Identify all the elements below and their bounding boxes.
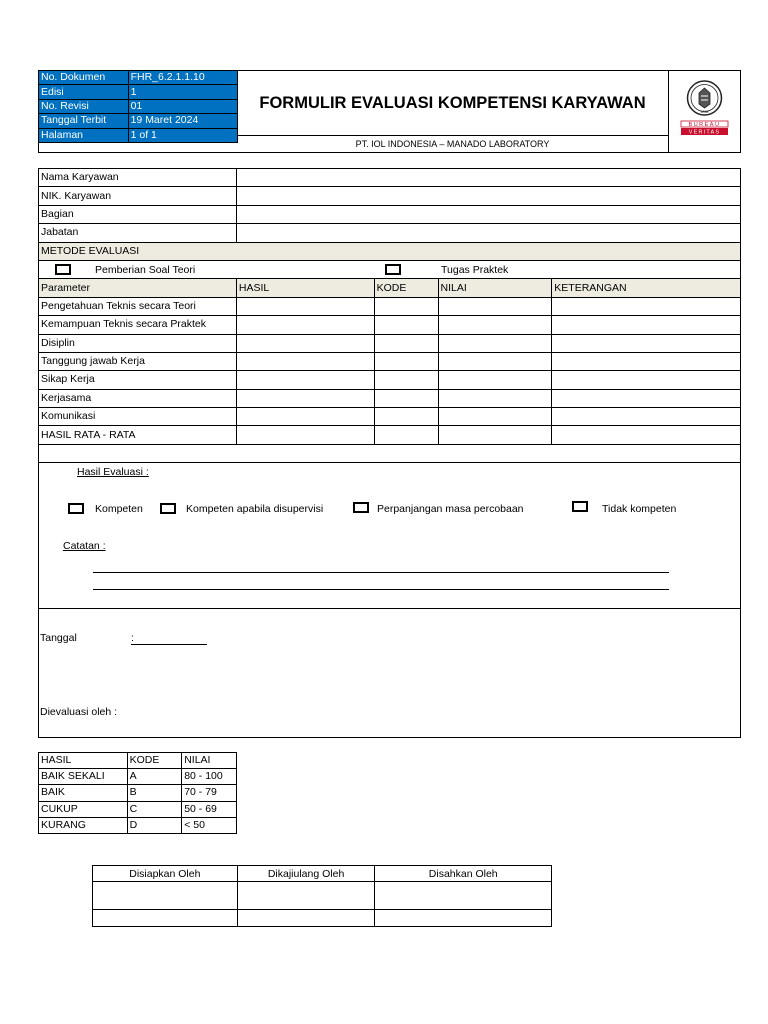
table-row: [39, 352, 741, 370]
kompeten-checkbox[interactable]: [68, 503, 84, 514]
hasil-evaluasi-section: [38, 462, 741, 609]
kode-cell[interactable]: [374, 352, 438, 370]
hasil-cell[interactable]: [236, 334, 374, 352]
parameter-name: Kemampuan Teknis secara Praktek: [39, 316, 237, 334]
dikajiulang-header: Dikajiulang Oleh: [237, 866, 375, 882]
document-meta-table: [38, 70, 238, 143]
hasil-cell[interactable]: [236, 297, 374, 315]
hasil-cell[interactable]: [236, 352, 374, 370]
hasil-cell[interactable]: [236, 426, 374, 444]
teori-label: Pemberian Soal Teori: [95, 263, 196, 276]
meta-value: FHR_6.2.1.1.10: [128, 71, 237, 85]
praktek-checkbox[interactable]: [385, 264, 401, 275]
tanggal-colon: :: [131, 632, 134, 644]
nik-karyawan-input[interactable]: [236, 187, 740, 205]
legend-row: [39, 769, 237, 785]
parameter-name: Tanggung jawab Kerja: [39, 352, 237, 370]
approval-section: [38, 608, 741, 738]
meta-value: 01: [128, 99, 237, 113]
form-title: FORMULIR EVALUASI KOMPETENSI KARYAWAN: [237, 70, 668, 136]
table-row: [39, 426, 741, 444]
legend-header: HASIL: [39, 753, 128, 769]
nama-karyawan-input[interactable]: [236, 169, 740, 187]
legend-row: [39, 785, 237, 801]
meta-label: Halaman: [39, 128, 129, 142]
jabatan-input[interactable]: [236, 224, 740, 242]
dikajiulang-name[interactable]: [237, 910, 375, 927]
legend-kode: C: [127, 801, 182, 817]
kode-cell[interactable]: [374, 371, 438, 389]
meta-row: [39, 71, 238, 85]
legend-hasil: KURANG: [39, 817, 128, 833]
meta-label: Tanggal Terbit: [39, 114, 129, 128]
bureau-veritas-seal-icon: [669, 71, 740, 152]
nilai-cell[interactable]: [438, 334, 552, 352]
legend-kode: B: [127, 785, 182, 801]
kode-cell[interactable]: [374, 408, 438, 426]
meta-row: [39, 114, 238, 128]
dievaluasi-label: Dievaluasi oleh :: [40, 706, 118, 718]
field-label: Jabatan: [39, 224, 237, 242]
parameter-header-row: [39, 279, 741, 297]
tidak-kompeten-checkbox[interactable]: [572, 501, 588, 512]
hasil-cell[interactable]: [236, 316, 374, 334]
spacer-row: [39, 444, 741, 462]
meta-value: 1: [128, 85, 237, 99]
disahkan-name[interactable]: [375, 910, 552, 927]
nilai-cell[interactable]: [438, 408, 552, 426]
keterangan-cell[interactable]: [552, 426, 741, 444]
bagian-input[interactable]: [236, 205, 740, 223]
perpanjangan-label: Perpanjangan masa percobaan: [377, 503, 524, 515]
table-row: [39, 297, 741, 315]
keterangan-cell[interactable]: [552, 297, 741, 315]
hasil-evaluasi-label: Hasil Evaluasi :: [77, 466, 149, 478]
nilai-cell[interactable]: [438, 297, 552, 315]
meta-label: No. Revisi: [39, 99, 129, 113]
praktek-label: Tugas Praktek: [441, 263, 509, 276]
field-row-jabatan: [39, 224, 741, 242]
table-row: [39, 334, 741, 352]
catatan-line-1[interactable]: [93, 572, 669, 573]
disiapkan-signature[interactable]: [93, 882, 238, 910]
keterangan-cell[interactable]: [552, 316, 741, 334]
kode-cell[interactable]: [374, 297, 438, 315]
meta-row: [39, 99, 238, 113]
col-header-parameter: Parameter: [39, 279, 237, 297]
nilai-cell[interactable]: [438, 389, 552, 407]
teori-checkbox[interactable]: [55, 264, 71, 275]
legend-header: NILAI: [182, 753, 237, 769]
parameter-name: Pengetahuan Teknis secara Teori: [39, 297, 237, 315]
company-name: PT. IOL INDONESIA – MANADO LABORATORY: [237, 136, 668, 153]
disiapkan-name[interactable]: [93, 910, 238, 927]
col-header-hasil: HASIL: [236, 279, 374, 297]
legend-kode: D: [127, 817, 182, 833]
kompeten-disupervisi-label: Kompeten apabila disupervisi: [186, 503, 324, 515]
kode-cell[interactable]: [374, 426, 438, 444]
legend-nilai: 80 - 100: [182, 769, 237, 785]
nilai-cell[interactable]: [438, 352, 552, 370]
col-header-nilai: NILAI: [438, 279, 552, 297]
meta-row: [39, 128, 238, 142]
tanggal-input-line[interactable]: [131, 644, 207, 645]
field-label: Nama Karyawan: [39, 169, 237, 187]
signature-table: [92, 865, 552, 927]
field-row-nik: [39, 187, 741, 205]
col-header-keterangan: KETERANGAN: [552, 279, 741, 297]
tidak-kompeten-label: Tidak kompeten: [602, 503, 677, 515]
disiapkan-header: Disiapkan Oleh: [93, 866, 238, 882]
field-label: Bagian: [39, 205, 237, 223]
keterangan-cell[interactable]: [552, 389, 741, 407]
tanggal-label: Tanggal: [40, 632, 77, 644]
parameter-name: Komunikasi: [39, 408, 237, 426]
dikajiulang-signature[interactable]: [237, 882, 375, 910]
hasil-cell[interactable]: [236, 408, 374, 426]
keterangan-cell[interactable]: [552, 334, 741, 352]
disahkan-header: Disahkan Oleh: [375, 866, 552, 882]
legend-nilai: < 50: [182, 817, 237, 833]
parameter-name: HASIL RATA - RATA: [39, 426, 237, 444]
perpanjangan-checkbox[interactable]: [353, 502, 369, 513]
legend-row: [39, 817, 237, 833]
kode-cell[interactable]: [374, 334, 438, 352]
legend-nilai: 70 - 79: [182, 785, 237, 801]
legend-kode: A: [127, 769, 182, 785]
parameter-name: Disiplin: [39, 334, 237, 352]
table-row: [39, 389, 741, 407]
disahkan-signature[interactable]: [375, 882, 552, 910]
legend-hasil: BAIK SEKALI: [39, 769, 128, 785]
legend-hasil: BAIK: [39, 785, 128, 801]
hasil-cell[interactable]: [236, 389, 374, 407]
meta-label: No. Dokumen: [39, 71, 129, 85]
keterangan-cell[interactable]: [552, 352, 741, 370]
meta-label: Edisi: [39, 85, 129, 99]
legend-table: [38, 752, 237, 834]
keterangan-cell[interactable]: [552, 371, 741, 389]
catatan-label: Catatan :: [63, 540, 106, 552]
nilai-cell[interactable]: [438, 316, 552, 334]
field-label: NIK. Karyawan: [39, 187, 237, 205]
signature-box-row: [93, 882, 552, 910]
metode-options-row: [39, 260, 741, 278]
signature-header-row: [93, 866, 552, 882]
legend-hasil: CUKUP: [39, 801, 128, 817]
kompeten-label: Kompeten: [95, 503, 143, 515]
catatan-line-2[interactable]: [93, 589, 669, 590]
field-row-nama: [39, 169, 741, 187]
table-row: [39, 408, 741, 426]
meta-value: 19 Maret 2024: [128, 114, 237, 128]
nilai-cell[interactable]: [438, 426, 552, 444]
legend-header: KODE: [127, 753, 182, 769]
legend-header-row: [39, 753, 237, 769]
meta-row: [39, 85, 238, 99]
meta-value: 1 of 1: [128, 128, 237, 142]
legend-row: [39, 801, 237, 817]
signature-name-row: [93, 910, 552, 927]
parameter-name: Sikap Kerja: [39, 371, 237, 389]
table-row: [39, 316, 741, 334]
legend-nilai: 50 - 69: [182, 801, 237, 817]
kompeten-disupervisi-checkbox[interactable]: [160, 503, 176, 514]
svg-text:1828: 1828: [700, 110, 709, 114]
nilai-cell[interactable]: [438, 371, 552, 389]
hasil-cell[interactable]: [236, 371, 374, 389]
svg-text:VERITAS: VERITAS: [688, 129, 721, 136]
evaluation-form-table: [38, 168, 741, 463]
kode-cell[interactable]: [374, 316, 438, 334]
field-row-bagian: [39, 205, 741, 223]
keterangan-cell[interactable]: [552, 408, 741, 426]
bureau-veritas-logo: [668, 70, 741, 153]
svg-text:BUREAU: BUREAU: [688, 122, 721, 128]
kode-cell[interactable]: [374, 389, 438, 407]
col-header-kode: KODE: [374, 279, 438, 297]
table-row: [39, 371, 741, 389]
parameter-name: Kerjasama: [39, 389, 237, 407]
metode-heading: METODE EVALUASI: [39, 242, 741, 260]
